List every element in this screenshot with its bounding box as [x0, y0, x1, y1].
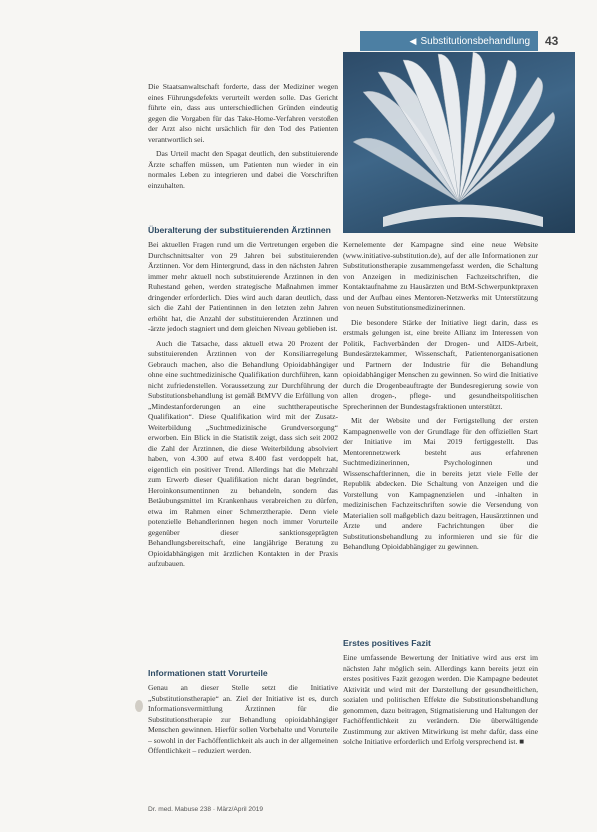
section-label: Substitutionsbehandlung — [420, 35, 530, 47]
section-heading: Überalterung der substituierenden Ärztinnen — [148, 225, 331, 235]
body-paragraph: Auch die Tatsache, dass aktuell etwa 20 Prozent der substituierenden Ärztinnen von der Konsiliarregelung Gebrauch machen, also die Behandlung Opioidabhängiger ohne eine suchtmedizinische Qualifikation durchführen, kann nicht zufriedenstellen. Voraussetzung zur Durchführung der Substitutionsbehandlung ist gemäß BtMVV die Erfüllung von „Mindestanforderungen an eine suchttherapeutische Qualifikation“. Diese Qualifikation wird mit der Zusatz-Weiterbildung „Suchtmedizinische Grundversorgung“ erworben. Ein Blick in die Statistik zeigt, dass sich seit 2002 die Zahl der Ärztinnen, die diese Weiterbildung absolviert haben, von 4.300 auf etwa 8.400 fast verdoppelt hat, eigentlich ein positiver Trend. Allerdings hat die Mehrzahl zum Erwerb dieser Qualifikation nicht daran begründet, Heroinkonsumentinnen zu behandeln, sondern das Betäubungsmittel im Krankenhaus verabreichen zu dürfen, etwa im Rahmen einer Schmerztherapie. Denn viele potenzielle Behandlerinnen hegen noch immer Vorurteile gegenüber dieser sanktionsgeprägten Behandlungsbereitschaft, eine langjährige Beratung zu Opioidabhängigen mit ärztlichen Kontakten in der Praxis aufzubauen. — [148, 338, 338, 568]
arrow-icon: ◀ — [409, 35, 417, 46]
body-paragraph: Kernelemente der Kampagne sind eine neue Website (www.initiative-substitution.de), auf der alle Informationen zur Substitutionstherapie zusammengefasst werden, die Schaltung von Anzeigen in medizinischen Fachzeitschriften, die Kontaktaufnahme zu Hausärzten und BtM-Schwerpunktpraxen und der Aufbau eines Mentoren-Netzwerks mit Unterstützung von neuen Substitutionsmedizinerinnen. — [343, 240, 538, 312]
body-paragraph: Bei aktuellen Fragen rund um die Vertretungen ergeben die Durchschnittsalter von 29 Jahren bei substituierenden Ärztinnen. Vor dem Hintergrund, dass in den nächsten Jahren immer mehr aktuell noch substituierende Ärztinnen in den Ruhestand gehen, werden strategische Maßnahmen immer dringender erforderlich. Dies wird auch daran deutlich, dass sich die Zahl der Patientinnen in den letzten zehn Jahren erhöht hat, die Anzahl der substituierenden Ärztinnen und -ärzte jedoch stagniert und dem gleichen Niveau geblieben ist. — [148, 240, 338, 333]
section-heading: Informationen statt Vorurteile — [148, 668, 268, 678]
paper-stain — [135, 700, 143, 712]
body-paragraph: Genau an dieser Stelle setzt die Initiative „Substitutionstherapie“ an. Ziel der Initiative ist es, durch Informationsvermittlung Ärztinnen für die Substitutionstherapie zur Behandlung opioidabhängiger Menschen gewinnen. Hierfür sollen Vorbehalte und Vorurteile – sowohl in der Fachöffentlichkeit als auch in der allgemeinen Öffentlichkeit – reduziert werden. — [148, 683, 338, 755]
section-heading: Erstes positives Fazit — [343, 638, 431, 648]
intro-paragraph: Die Staatsanwaltschaft forderte, dass der Mediziner wegen eines Führungsdefekts verurteilt werden solle. Das Gericht führte ein, dass aus unterschiedlichen Gründen eindeutig gegen die Vorgaben für das Take-Home-Verfahren verstoßen der Arzt also nicht ursächlich für den Tod des Patienten verantwortlich sei. — [148, 82, 338, 144]
left-column — [148, 82, 338, 811]
closing-text: Eine umfassende Bewertung der Initiative wird aus erst im nächsten Jahr möglich sein. Allerdings kann bereits jetzt ein erstes positives Fazit gezogen werden. Die Kampagne bedeutet Aktivität und wird mit der Darstellung der gesundheitlichen, sozialen und politischen Effekte die Substitutionsbehandlung genommen, dazu beitragen, Stigmatisierung und Haltungen der Fachöffentlichkeit zu verändern. Die überwältigende Zustimmung zur aktiven Mitwirkung ist mehr dafür, dass eine solche Initiative erforderlich und Erfolg versprechend ist. — [343, 653, 538, 746]
body-paragraph — [343, 653, 538, 748]
page-number: 43 — [545, 34, 559, 48]
body-paragraph: Die besondere Stärke der Initiative liegt darin, dass es erstmals gelungen ist, eine breite Allianz im Interessen von Politik, Fachverbänden der Drogen- und AIDS-Arbeit, Bundesärztekammer, Wissenschaft, Patientenorganisationen und Partnern der Industrie für die Behandlung opioidabhängiger Menschen zu gewinnen. So wird die Initiative durch die Drogenbeauftragte der Bundesregierung sowie von allen drogen-, pflege- und gesundheitspolitischen Sprecherinnen der Bundestagsfraktionen unterstützt. — [343, 317, 538, 411]
section-body — [343, 653, 538, 765]
right-column — [343, 240, 538, 765]
section-body — [148, 240, 338, 660]
section-body — [148, 683, 338, 811]
section-body — [343, 240, 538, 630]
open-book-illustration — [343, 52, 575, 233]
page-footer: Dr. med. Mabuse 238 · März/April 2019 — [148, 806, 264, 813]
open-book-image — [343, 52, 575, 233]
intro-paragraph: Das Urteil macht den Spagat deutlich, den substituierende Ärzte schaffen müssen, um Patienten nun wieder in ein normales Leben zu integrieren und dabei die Vorschriften einzuhalten. — [148, 149, 338, 190]
body-paragraph: Mit der Website und der Fertigstellung der ersten Kampagnenwelle von der Grundlage für den offiziellen Start der Initiative im Mai 2019 fertiggestellt. Das Mentorennetzwerk besteht aus erfahrenen Suchtmedizinerinnen, Psychologinnen und Wissenschaftlerinnen, die in bereits jetzt viele Felle der Republik abdecken. Die Schaltung von Anzeigen und die Vorstellung von Kampagnenzielen und -inhalten in medizinischen Fachzeitschriften sowie die Versendung von Materialien soll maßgeblich dazu beitragen, Hausärztinnen und Ärzte und andere Fachrichtungen über die Substitutionsbehandlung zu informieren und sie für die Behandlung Opioidabhängiger zu gewinnen. — [343, 416, 538, 551]
end-mark: ■ — [519, 737, 525, 746]
intro-text — [148, 82, 338, 217]
section-header-bar — [360, 31, 538, 51]
